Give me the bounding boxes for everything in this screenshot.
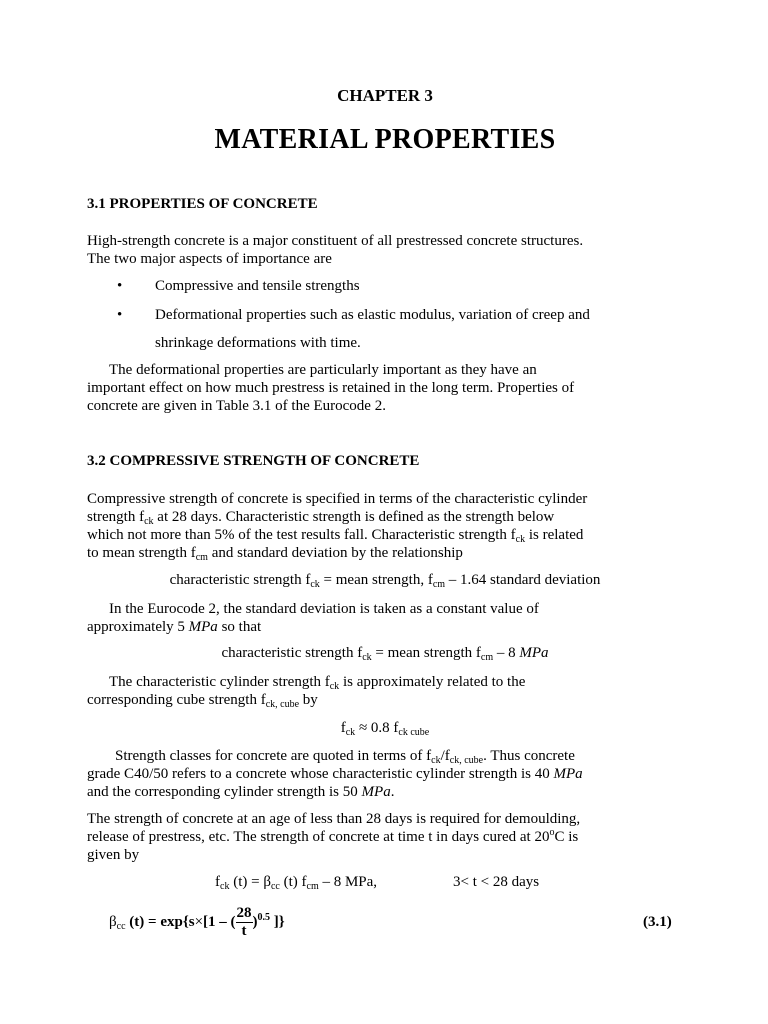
chapter-title: MATERIAL PROPERTIES (214, 124, 556, 155)
text-line: The two major aspects of importance are (87, 251, 332, 267)
text-line: given by (87, 847, 140, 863)
section2-paragraph-4 (87, 747, 683, 801)
section2-paragraph-2 (87, 600, 683, 636)
section-heading-3-2: 3.2 COMPRESSIVE STRENGTH OF CONCRETE (87, 453, 420, 469)
section1-paragraph (87, 361, 683, 415)
equation-number: (3.1) (643, 914, 672, 930)
text-line: Strength classes for concrete are quoted in terms of $f_{ck}/f_{ck, cube}$. Thus concrete (115, 748, 575, 766)
section-heading-3-1: 3.1 PROPERTIES OF CONCRETE (87, 196, 318, 212)
bullet-text: Compressive and tensile strengths (155, 278, 360, 294)
text-line: The deformational properties are particularly important as they have an (109, 362, 537, 378)
text-line: grade C40/50 refers to a concrete whose characteristic cylinder strength is 40 MPa (87, 766, 583, 782)
text-line: release of prestress, etc. The strength of concrete at time t in days cured at 20$^o$C is (87, 827, 579, 845)
text-line: strength $f_{ck}$ at 28 days. Characteristic strength is defined as the strength below (87, 509, 555, 527)
section1-intro (87, 232, 683, 268)
equation-cube-relation: $f_{ck} \approx 0.8$ $f_{ck cube}$ (340, 720, 430, 738)
bullet-text: shrinkage deformations with time. (155, 335, 361, 351)
text-line: which not more than 5% of the test results fall. Characteristic strength $f_{ck}$ is related (87, 527, 584, 545)
bullet-icon: • (117, 278, 123, 294)
bullet-icon: • (117, 307, 123, 323)
section2-paragraph-1 (87, 490, 683, 562)
fraction: $\frac{28}{t}$ (236, 905, 252, 939)
text-line: approximately 5 MPa so that (87, 619, 262, 635)
text-line: The strength of concrete at an age of less than 28 days is required for demoulding, (87, 811, 581, 827)
text-line: The characteristic cylinder strength $f_{ck}$ is approximately related to the (109, 674, 526, 692)
text-line: to mean strength $f_{cm}$ and standard deviation by the relationship (87, 545, 463, 563)
section2-paragraph-5 (87, 810, 683, 864)
chapter-label: CHAPTER 3 (337, 86, 433, 105)
text-line: High-strength concrete is a major constituent of all prestressed concrete structures. (87, 233, 584, 249)
equation-eurocode-strength: characteristic strength $f_{ck}$ = mean strength $f_{cm} - 8$ MPa (221, 645, 549, 663)
text-line: and the corresponding cylinder strength is 50 MPa. (87, 784, 395, 800)
equation-characteristic-strength: characteristic strength $f_{ck}$ = mean strength, $f_{cm} - 1.64$ standard deviation (169, 572, 601, 590)
bullet-text: Deformational properties such as elastic modulus, variation of creep and (155, 307, 590, 323)
text-line: corresponding cube strength $f_{ck, cube}$ by (87, 692, 318, 710)
text-line: In the Eurocode 2, the standard deviation is taken as a constant value of (109, 601, 539, 617)
text-line: important effect on how much prestress is retained in the long term. Properties of (87, 380, 575, 396)
equation-beta-cc: $\beta_{cc}$ (t) = exp{s×[1 – ( $\frac{28}{t}$ )$^{0.5}$ ]} (109, 905, 285, 939)
equation-strength-at-time-t: $f_{ck}$ $(t) = \beta_{cc}$ (t) $f_{cm} - 8$ MPa, (215, 874, 378, 892)
text-line: Compressive strength of concrete is specified in terms of the characteristic cylinder (87, 491, 588, 507)
equation-condition: 3< t < 28 days (453, 874, 540, 890)
section2-paragraph-3 (87, 673, 683, 709)
text-line: concrete are given in Table 3.1 of the Eurocode 2. (87, 398, 386, 414)
